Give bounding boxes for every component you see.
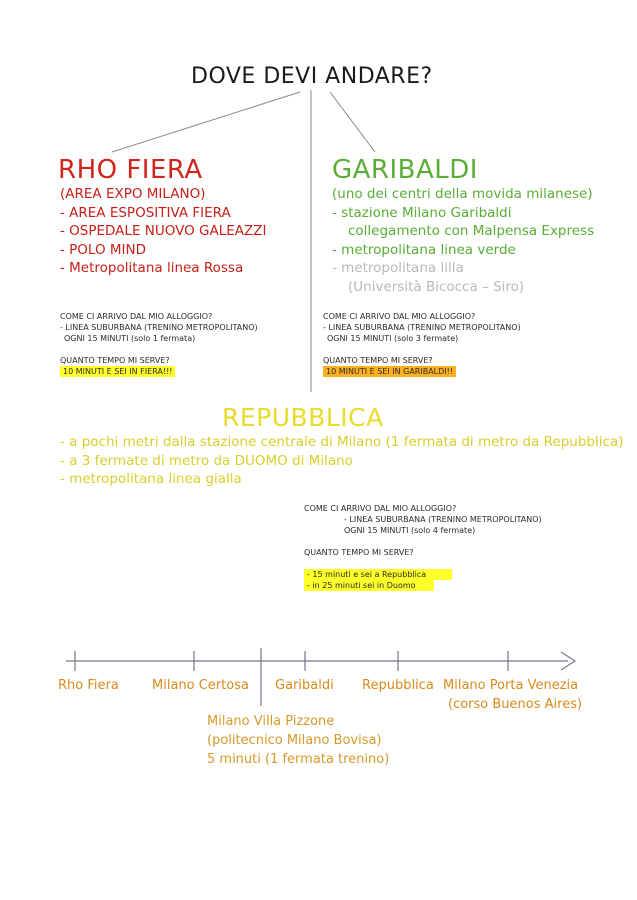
list-item: - a pochi metri dalla stazione centrale di Milano (1 fermata di metro da Repubblica) [60,434,624,450]
repubblica-info [304,503,542,591]
highlighted-answer: - in 25 minuti sei in Duomo [304,580,434,591]
garibaldi-info [323,311,521,377]
garibaldi-heading: GARIBALDI [332,155,478,185]
stop-label-porta-venezia: Milano Porta Venezia [443,678,579,693]
info-question: COME CI ARRIVO DAL MIO ALLOGGIO? [60,312,213,321]
villa-pizzone-note [207,712,389,769]
list-item: - OSPEDALE NUOVO GALEAZZI [60,223,267,239]
stop-label-corso-buenos-aires: (corso Buenos Aires) [448,697,583,712]
villa-pizzone-line: (politecnico Milano Bovisa) [207,733,382,748]
info-question: COME CI ARRIVO DAL MIO ALLOGGIO? [323,312,476,321]
info-answer: OGNI 15 MINUTI (solo 3 fermate) [327,334,459,343]
info-answer: OGNI 15 MINUTI (solo 1 fermata) [64,334,196,343]
list-item: - metropolitana lilla [332,260,464,276]
info-answer: OGNI 15 MINUTI (solo 4 fermate) [344,526,476,535]
repubblica-heading: REPUBBLICA [222,403,384,432]
garibaldi-list [332,185,594,296]
info-answer: - LINEA SUBURBANA (TRENINO METROPOLITANO) [60,323,258,332]
info-question: QUANTO TEMPO MI SERVE? [323,356,433,365]
highlighted-answer: - 15 minuti e sei a Repubblica [304,569,452,580]
connector-to-garibaldi [330,92,375,152]
villa-pizzone-line: 5 minuti (1 fermata trenino) [207,752,390,767]
rho-fiera-info [60,311,258,377]
connector-to-rho [112,92,300,152]
list-item: - POLO MIND [60,241,147,258]
highlighted-answer: 10 MINUTI E SEI IN FIERA!!! [60,366,175,377]
list-item: - Metropolitana linea Rossa [60,260,244,276]
list-item: - metropolitana linea gialla [60,471,242,487]
list-item: - a 3 fermate di metro da DUOMO di Milano [60,452,353,469]
list-item: collegamento con Malpensa Express [348,223,595,239]
repubblica-list [60,433,623,489]
page-title: DOVE DEVI ANDARE? [191,64,433,89]
info-question: QUANTO TEMPO MI SERVE? [304,548,414,557]
stop-label-rho-fiera: Rho Fiera [58,678,119,693]
info-answer: - LINEA SUBURBANA (TRENINO METROPOLITANO) [323,323,521,332]
rho-fiera-heading: RHO FIERA [58,155,203,185]
list-item: (uno dei centri della movida milanese) [332,186,593,202]
list-item: (AREA EXPO MILANO) [60,186,206,202]
list-item: (Università Bicocca – Siro) [348,278,525,295]
list-item: - metropolitana linea verde [332,241,516,258]
highlighted-answer: 10 MINUTI E SEI IN GARIBALDI!! [323,366,456,377]
info-answer: - LINEA SUBURBANA (TRENINO METROPOLITANO) [344,515,542,524]
stop-label-milano-certosa: Milano Certosa [152,678,249,693]
villa-pizzone-line: Milano Villa Pizzone [207,714,335,729]
info-question: COME CI ARRIVO DAL MIO ALLOGGIO? [304,504,457,513]
stop-label-repubblica: Repubblica [362,678,434,693]
info-question: QUANTO TEMPO MI SERVE? [60,356,170,365]
stop-label-garibaldi: Garibaldi [275,678,334,693]
list-item: - stazione Milano Garibaldi [332,204,512,221]
rho-fiera-list [60,185,267,278]
list-item: - AREA ESPOSITIVA FIERA [60,204,231,221]
